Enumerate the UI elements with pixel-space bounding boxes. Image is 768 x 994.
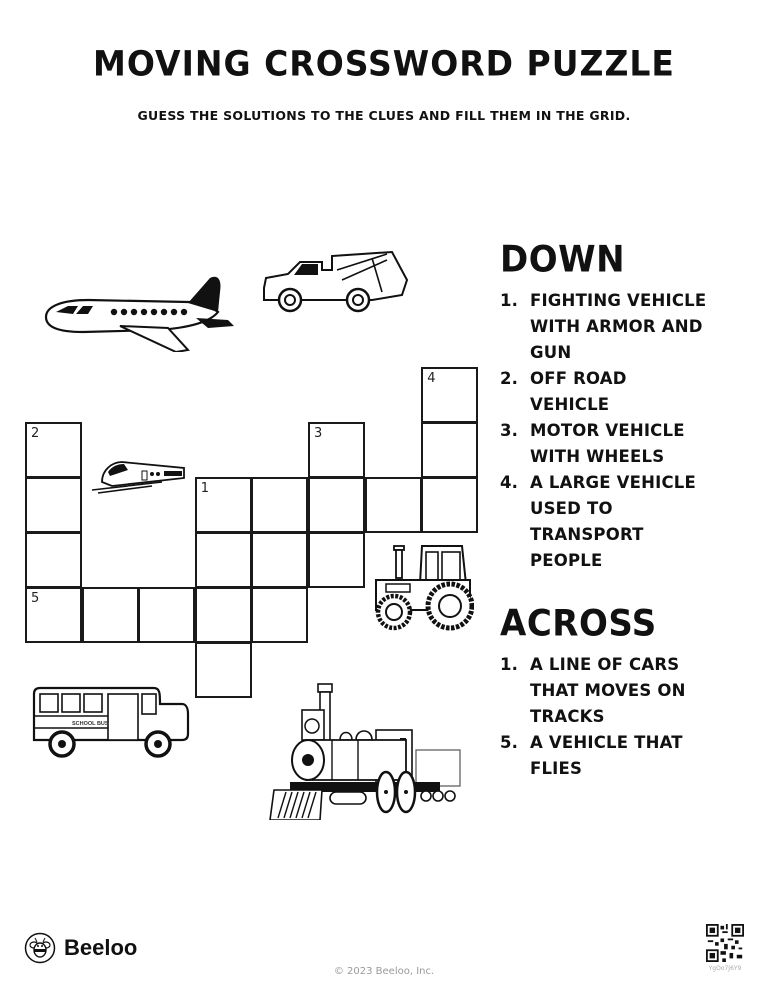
down-clues [500,238,740,574]
qr-code-label: YgOo7J6Y9 [708,965,742,972]
school-bus-icon [32,684,190,760]
clue-number: 4. [500,473,519,492]
clue-number: 5. [500,733,519,752]
cell-number: 1 [200,481,210,496]
crossword-cell[interactable] [421,367,478,423]
clue-text: OFF ROAD VEHICLE [530,369,627,414]
crossword-cell[interactable] [25,532,82,588]
clue-number: 2. [500,369,519,388]
across-clue-1 [500,652,740,730]
clue-number: 1. [500,655,519,674]
garbage-truck-icon [262,250,412,320]
across-clues [500,602,740,782]
cell-number: 3 [314,426,323,441]
copyright-text: © 2023 Beeloo, Inc. [333,966,435,977]
crossword-cell[interactable] [251,587,308,643]
brand-name: Beeloo [64,935,138,960]
cell-number: 4 [427,371,436,386]
tractor-icon [370,540,474,632]
qr-code-icon [706,924,744,962]
cell-number: 5 [31,591,40,606]
page-title: MOVING CROSSWORD PUZZLE [93,43,675,84]
crossword-cell[interactable] [365,477,422,533]
down-heading: DOWN [500,238,626,282]
brand-logo [24,932,137,964]
clue-text: A VEHICLE THAT FLIES [530,733,683,778]
crossword-cell[interactable] [138,587,195,643]
crossword-cell[interactable] [251,532,308,588]
clue-text: A LARGE VEHICLE USED TO TRANSPORT PEOPLE [530,473,696,570]
bullet-train-icon [92,456,188,494]
clue-text: A LINE OF CARS THAT MOVES ON TRACKS [530,655,686,726]
cell-number: 2 [31,426,40,441]
steam-locomotive-icon [266,680,466,820]
crossword-cell[interactable] [82,587,139,643]
down-clue-3 [500,418,740,470]
clues-panel [500,238,740,782]
crossword-cell[interactable] [421,477,478,533]
school-bus-label: SCHOOL BUS [72,721,109,727]
airplane-icon [38,272,238,352]
crossword-cell[interactable] [195,532,252,588]
crossword-cell[interactable] [308,532,365,588]
page-subtitle: GUESS THE SOLUTIONS TO THE CLUES AND FILL THEM IN THE GRID. [137,108,631,123]
clue-number: 1. [500,291,519,310]
down-clue-4 [500,470,740,574]
down-clue-2 [500,366,740,418]
crossword-cell[interactable] [195,642,252,698]
crossword-cell[interactable] [25,477,82,533]
crossword-cell[interactable] [195,587,252,643]
clue-text: FIGHTING VEHICLE WITH ARMOR AND GUN [530,291,707,362]
clue-text: MOTOR VEHICLE WITH WHEELS [530,421,685,466]
across-heading: ACROSS [500,602,657,646]
clue-number: 3. [500,421,519,440]
crossword-cell[interactable] [308,422,365,478]
crossword-cell[interactable] [25,422,82,478]
crossword-cell[interactable] [308,477,365,533]
bee-icon [24,932,56,964]
crossword-cell[interactable] [25,587,82,643]
down-clue-list [500,288,740,574]
across-clue-list [500,652,740,782]
across-clue-5 [500,730,740,782]
crossword-cell[interactable] [195,477,252,533]
down-clue-1 [500,288,740,366]
crossword-cell[interactable] [251,477,308,533]
crossword-cell[interactable] [421,422,478,478]
